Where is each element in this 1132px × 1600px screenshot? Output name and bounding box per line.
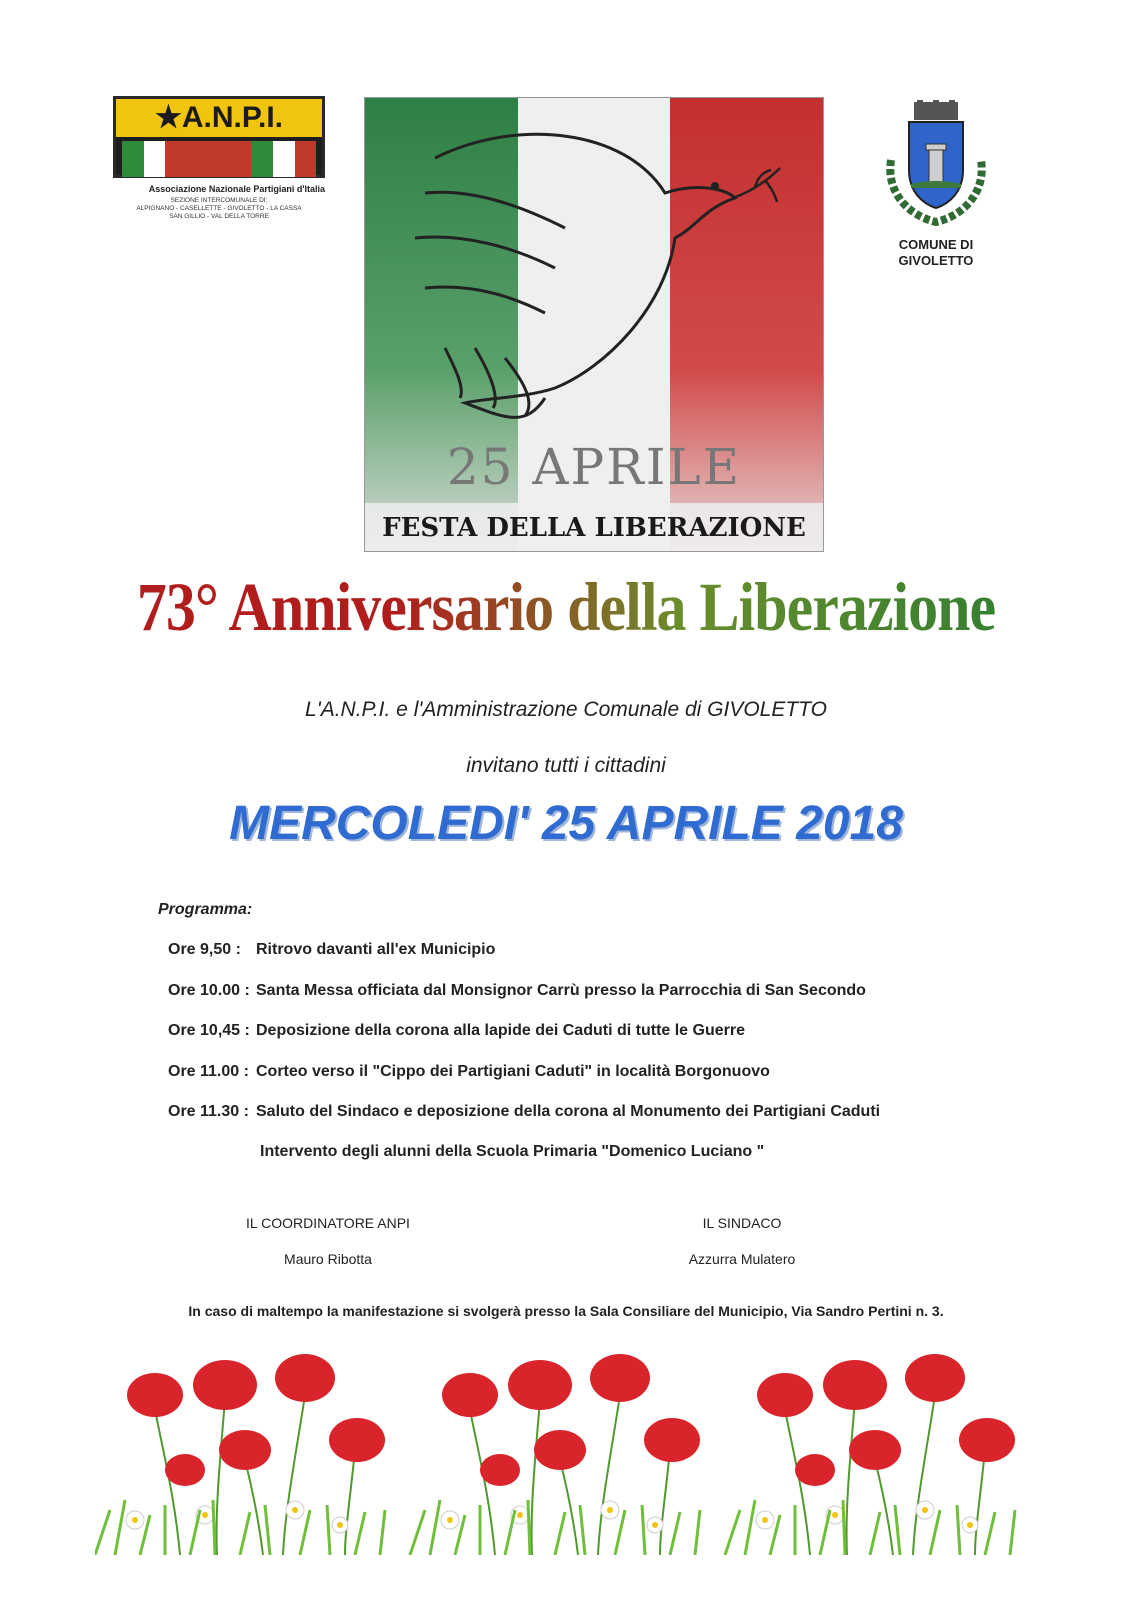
program-text: Ritrovo davanti all'ex Municipio — [256, 941, 496, 958]
program-text: Corteo verso il "Cippo dei Partigiani Caduti" in località Borgonuovo — [256, 1063, 770, 1080]
anpi-section-info — [113, 197, 325, 221]
anpi-logo-text: ★A.N.P.I. — [116, 99, 322, 137]
invite-line-organizers: L'A.N.P.I. e l'Amministrazione Comunale di GIVOLETTO — [305, 698, 827, 721]
event-date: MERCOLEDI' 25 APRILE 2018 — [229, 797, 903, 850]
anpi-association-name: Associazione Nazionale Partigiani d'Italia — [148, 184, 325, 194]
program-item — [168, 941, 495, 959]
anpi-section-line: SAN GILLIO - VAL DELLA TORRE — [169, 213, 269, 220]
anpi-logo — [113, 96, 325, 221]
comune-crest — [878, 100, 994, 269]
anpi-section-line: SEZIONE INTERCOMUNALE DI: — [170, 197, 268, 204]
program-time: Ore 11.00 : — [168, 1063, 249, 1080]
program-item — [168, 982, 866, 1000]
anpi-section-line: ALPIGNANO - CASELLETTE - GIVOLETTO - LA CASSA — [136, 205, 302, 212]
program-item — [168, 1063, 770, 1081]
program-time: Ore 9,50 : — [168, 941, 241, 958]
signature-right-title: IL SINDACO — [702, 1215, 782, 1231]
program-time: Ore 10.00 : — [168, 982, 250, 999]
program-extra: Intervento degli alunni della Scuola Primaria "Domenico Luciano " — [260, 1143, 765, 1160]
program-text: Santa Messa officiata dal Monsignor Carrù presso la Parrocchia di San Secondo — [256, 982, 866, 999]
coat-of-arms-icon — [881, 100, 991, 228]
main-title: 73° Anniversario della Liberazione — [0, 568, 1132, 647]
signature-left-title: IL COORDINATORE ANPI — [246, 1215, 410, 1231]
program-item — [168, 1022, 745, 1040]
poster-subtitle: FESTA DELLA LIBERAZIONE — [382, 513, 806, 543]
anpi-flag-stripes — [122, 141, 316, 177]
invite-line-citizens: invitano tutti i cittadini — [466, 754, 666, 777]
program-item — [168, 1103, 880, 1121]
program-text: Saluto del Sindaco e deposizione della corona al Monumento dei Partigiani Caduti — [256, 1103, 881, 1120]
anpi-badge — [113, 96, 325, 178]
poster-date: 25 APRILE — [446, 438, 742, 496]
festa-liberazione-poster — [364, 97, 824, 552]
program-heading: Programma: — [158, 901, 253, 918]
footer-note: In caso di maltempo la manifestazione si svolgerà presso la Sala Consiliare del Municipio, Via Sandro Pertini n. 3. — [188, 1303, 944, 1319]
program-text: Deposizione della corona alla lapide dei Caduti di tutte le Guerre — [256, 1022, 745, 1039]
poppies-illustration — [95, 1340, 1025, 1555]
program-time: Ore 10,45 : — [168, 1022, 250, 1039]
signature-left-name: Mauro Ribotta — [284, 1251, 372, 1267]
program-time: Ore 11.30 : — [168, 1103, 249, 1120]
signature-right-name: Azzurra Mulatero — [688, 1251, 796, 1267]
comune-name: COMUNE DI GIVOLETTO — [898, 237, 974, 268]
